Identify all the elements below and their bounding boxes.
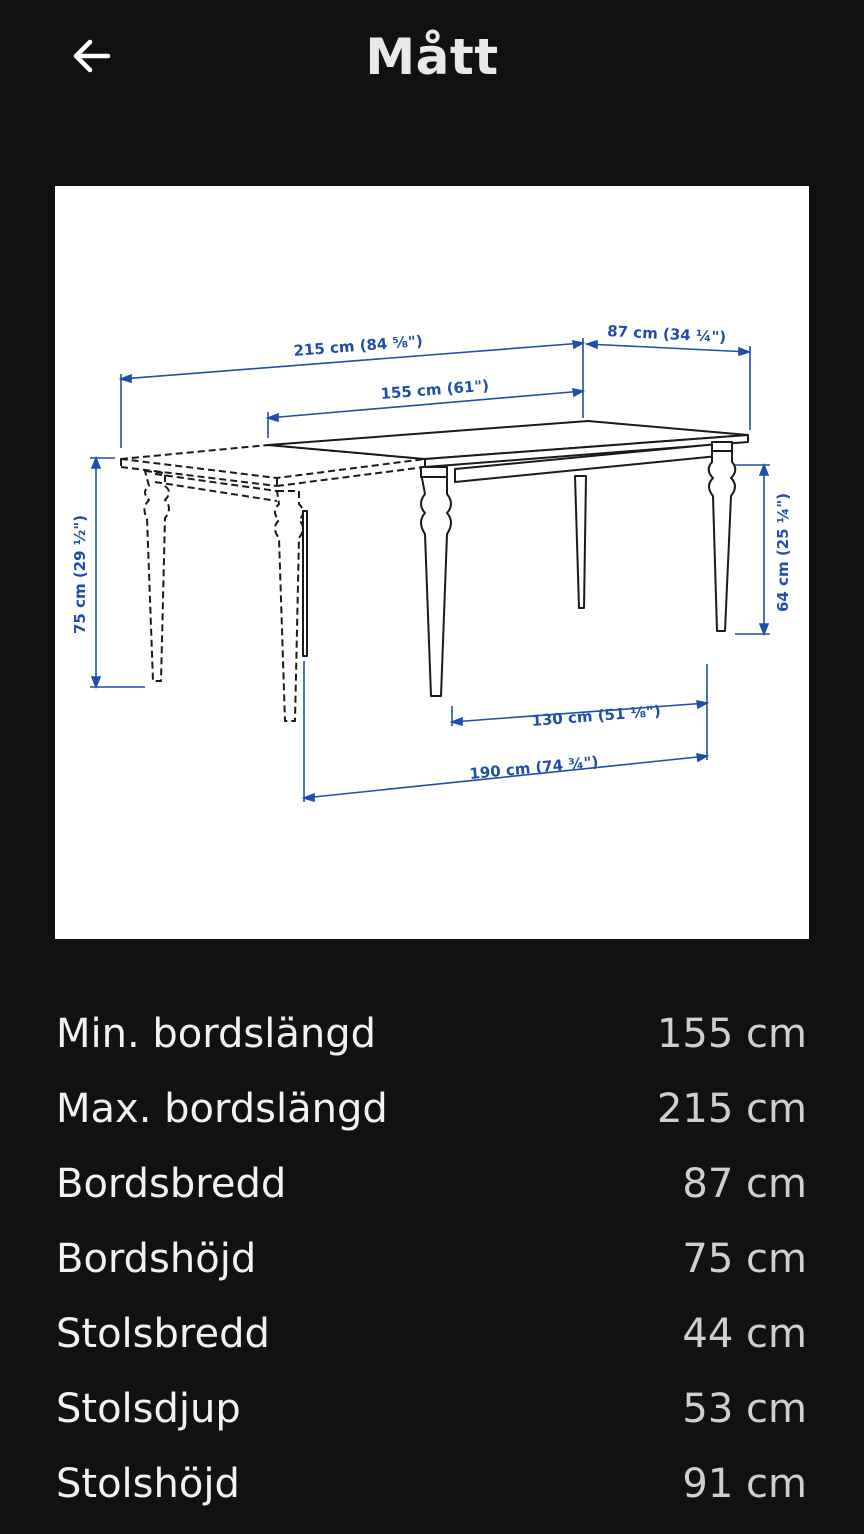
- spec-label: Stolsbredd: [56, 1310, 270, 1357]
- spec-value: 155 cm: [656, 1010, 807, 1057]
- top-bar: [0, 0, 864, 118]
- spec-value: 87 cm: [682, 1160, 807, 1207]
- spec-label: Stolshöjd: [56, 1460, 240, 1507]
- spec-label: Max. bordslängd: [56, 1085, 388, 1132]
- dim-label-max-length: 215 cm (84 ⅝"): [292, 331, 424, 360]
- spec-label: Min. bordslängd: [56, 1010, 376, 1057]
- spec-row-chair-height: [56, 1446, 807, 1521]
- spec-value: 215 cm: [656, 1085, 807, 1132]
- dim-label-apron-height: 64 cm (25 ¼"): [774, 493, 792, 612]
- spec-row-table-height: [56, 1221, 807, 1296]
- page-title: Mått: [365, 28, 499, 86]
- spec-label: Stolsdjup: [56, 1385, 241, 1432]
- spec-label: Bordshöjd: [56, 1235, 257, 1282]
- dim-label-min-length: 155 cm (61"): [379, 376, 490, 403]
- spec-row-table-width: [56, 1146, 807, 1221]
- dim-label-inner-max: 190 cm (74 ¾"): [468, 752, 600, 783]
- spec-value: 75 cm: [682, 1235, 807, 1282]
- dimensions-drawing: [55, 186, 809, 939]
- spec-row-chair-depth: [56, 1371, 807, 1446]
- dim-label-width: 87 cm (34 ¼"): [606, 322, 727, 347]
- spec-value: 53 cm: [682, 1385, 807, 1432]
- spec-value: 44 cm: [682, 1310, 807, 1357]
- spec-value: 91 cm: [682, 1460, 807, 1507]
- dim-label-inner-min: 130 cm (51 ⅛"): [530, 701, 662, 730]
- spec-label: Bordsbredd: [56, 1160, 287, 1207]
- table-dimensions-illustration: [55, 186, 809, 939]
- specs-list: [56, 996, 807, 1521]
- dim-label-table-height: 75 cm (29 ½"): [71, 515, 89, 634]
- extension-leaf-outline: [121, 445, 425, 721]
- spec-row-max-length: [56, 1071, 807, 1146]
- spec-row-min-length: [56, 996, 807, 1071]
- spec-row-chair-width: [56, 1296, 807, 1371]
